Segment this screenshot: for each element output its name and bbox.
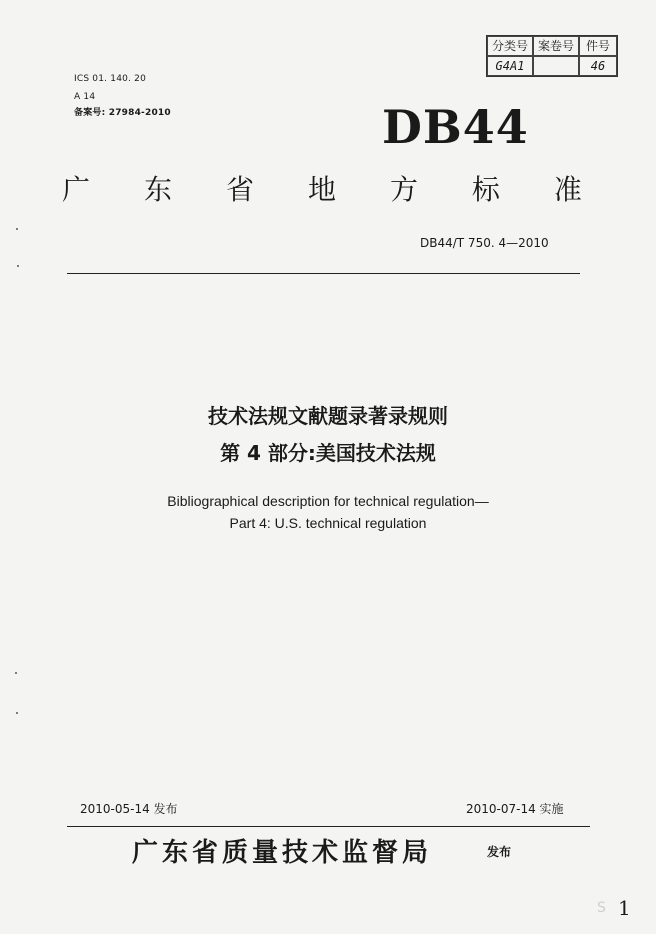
banner-char: 方 xyxy=(389,173,418,206)
title-en-line1: Bibliographical description for technical regulation— xyxy=(167,493,489,509)
banner-char: 地 xyxy=(307,173,336,206)
issue-date: 2010-05-14 发布 xyxy=(80,802,178,816)
stamp-value-category: G4A1 xyxy=(487,56,533,76)
banner-char: 东 xyxy=(143,173,172,206)
record-number: 备案号: 27984-2010 xyxy=(74,108,171,118)
page-number: 1 xyxy=(618,896,631,920)
ics-code: ICS 01. 140. 20 xyxy=(74,74,147,84)
standard-code: DB44/T 750. 4—2010 xyxy=(420,236,549,250)
banner-char: 准 xyxy=(553,173,582,206)
banner-char: 省 xyxy=(225,173,254,206)
archive-stamp xyxy=(486,35,618,77)
publisher-name: 广东省质量技术监督局 xyxy=(132,838,433,868)
stamp-header-category: 分类号 xyxy=(487,36,533,56)
stamp-value-item: 46 xyxy=(579,56,617,76)
effective-date: 2010-07-14 实施 xyxy=(466,802,564,816)
stamp-header-file: 案卷号 xyxy=(533,36,579,56)
title-en-line2: Part 4: U.S. technical regulation xyxy=(229,515,427,531)
standard-type-banner xyxy=(62,168,582,208)
stamp-value-file xyxy=(533,56,579,76)
title-cn-line2: 第 4 部分:美国技术法规 xyxy=(220,441,436,465)
scan-speck xyxy=(16,228,18,230)
title-cn-line1: 技术法规文献题录著录规则 xyxy=(208,404,448,428)
stamp-header-item: 件号 xyxy=(579,36,617,56)
faint-mark: S xyxy=(597,900,606,916)
publisher-suffix: 发布 xyxy=(487,845,512,859)
banner-char: 标 xyxy=(471,173,500,206)
category-code: A 14 xyxy=(74,92,96,102)
scan-speck xyxy=(15,672,17,674)
banner-char: 广 xyxy=(62,173,91,206)
bottom-divider xyxy=(67,826,590,827)
top-divider xyxy=(67,273,580,274)
scan-speck xyxy=(17,265,19,267)
scan-speck xyxy=(16,712,18,714)
standard-mark: DB44 xyxy=(382,100,529,154)
